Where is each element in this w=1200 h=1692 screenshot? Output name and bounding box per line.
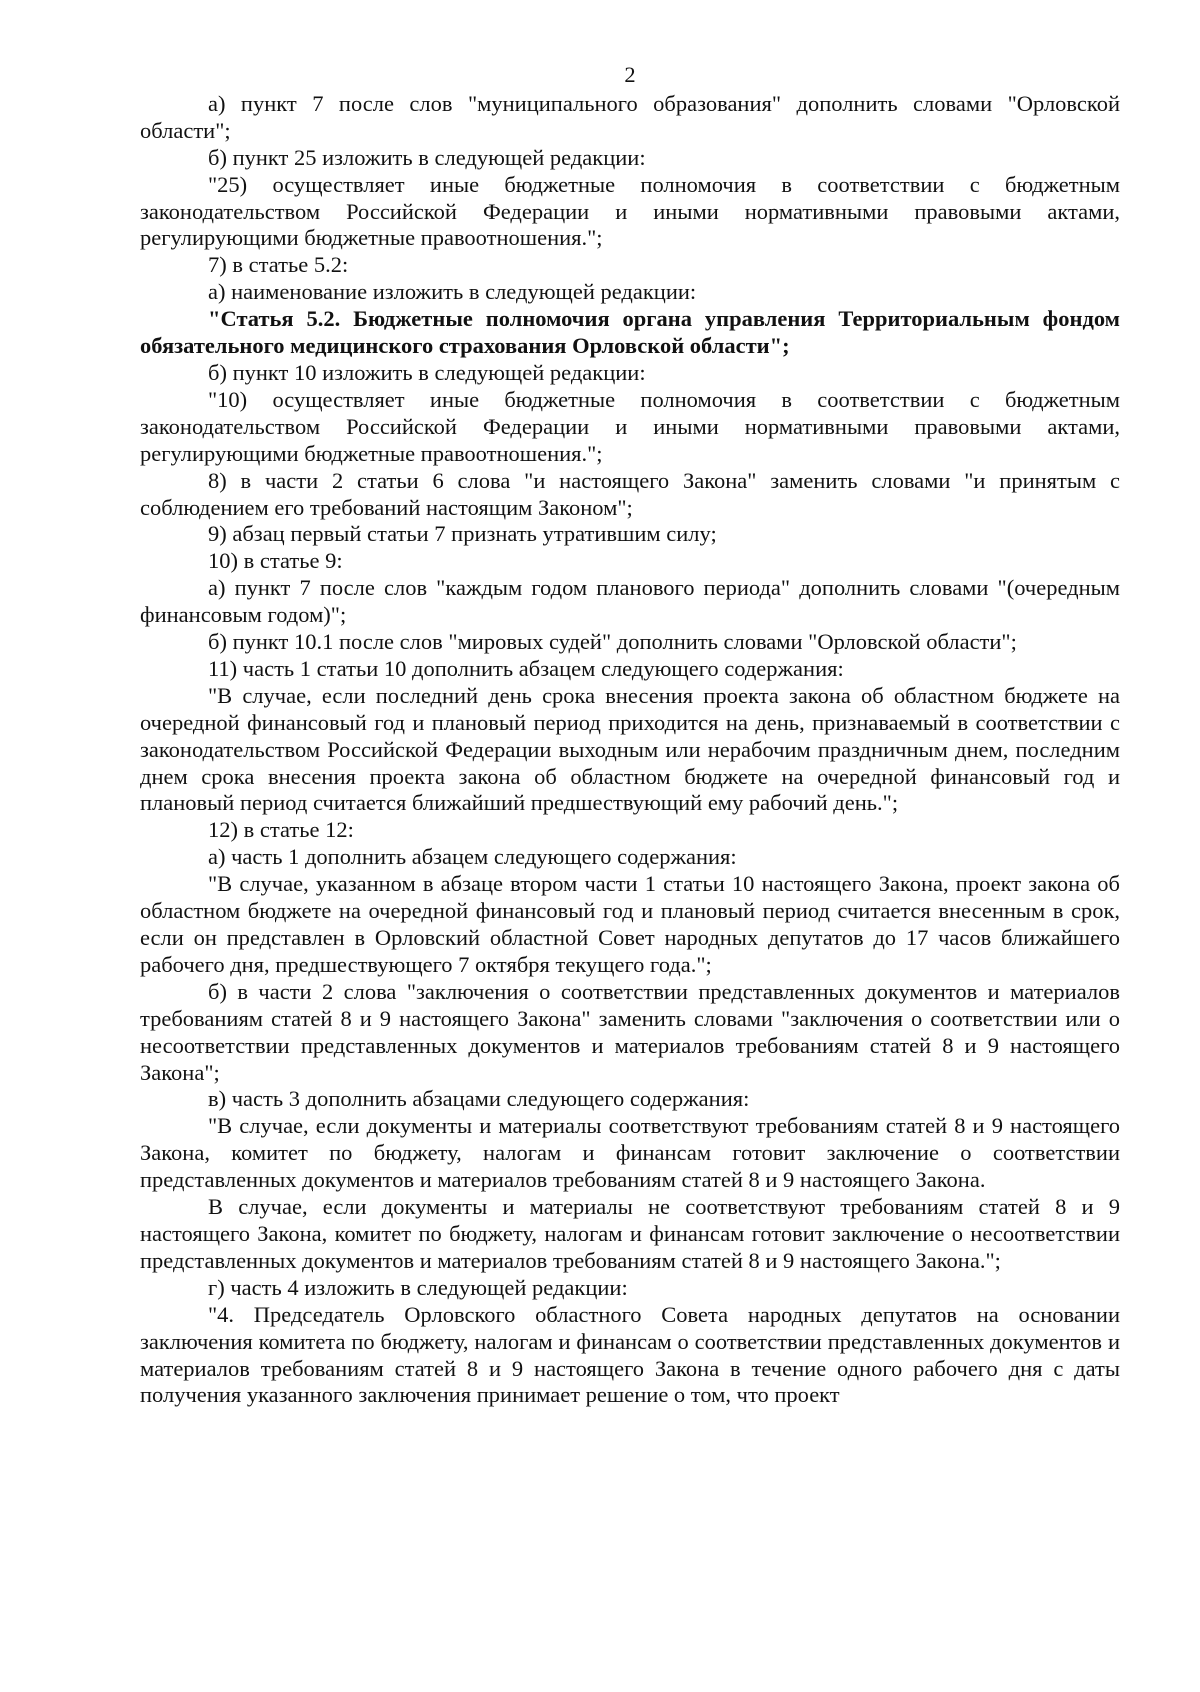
- paragraph: б) пункт 10.1 после слов "мировых судей" дополнить словами "Орловской области";: [208, 629, 1017, 655]
- paragraph: "В случае, если документы и материалы соответствуют требованиям статей 8 и 9 настоящего Закона, комитет по бюджету, налогам и финансам готовит заключение о соответствии представленных документов и материалов требованиям статей 8 и 9 настоящего Закона.: [140, 1113, 1120, 1193]
- paragraph: 10) в статье 9:: [208, 548, 343, 574]
- paragraph: б) пункт 25 изложить в следующей редакции:: [208, 144, 646, 170]
- paragraph: б) пункт 10 изложить в следующей редакции:: [208, 359, 646, 385]
- paragraph: 11) часть 1 статьи 10 дополнить абзацем следующего содержания:: [208, 655, 844, 681]
- document-body: [140, 91, 1120, 1409]
- paragraph: 7) в статье 5.2:: [208, 252, 349, 278]
- paragraph: 9) абзац первый статьи 7 признать утратившим силу;: [208, 521, 717, 547]
- paragraph: В случае, если документы и материалы не соответствуют требованиям статей 8 и 9 настоящего Закона, комитет по бюджету, налогам и финансам готовит заключение о несоответствии представленных документов и материалов требованиям статей 8 и 9 настоящего Закона.";: [140, 1194, 1120, 1273]
- page-number: 2: [624, 62, 636, 87]
- paragraph: а) часть 1 дополнить абзацем следующего содержания:: [208, 844, 737, 870]
- paragraph: "4. Председатель Орловского областного Совета народных депутатов на основании заключения комитета по бюджету, налогам и финансам о соответствии представленных документов и материалов требованиям статей 8 и 9 настоящего Закона в течение одного рабочего дня с даты получения указанного заключения принимает решение о том, что проект: [140, 1301, 1120, 1408]
- paragraph: 8) в части 2 статьи 6 слова "и настоящего Закона" заменить словами "и принятым с соблюдением его требований настоящим Законом";: [140, 467, 1120, 520]
- paragraph: а) пункт 7 после слов "муниципального образования" дополнить словами "Орловской области";: [140, 90, 1120, 143]
- paragraph: а) наименование изложить в следующей редакции:: [208, 279, 697, 305]
- paragraph: "10) осуществляет иные бюджетные полномочия в соответствии с бюджетным законодательством Российской Федерации и иными нормативными правовыми актами, регулирующими бюджетные правоотношения.";: [140, 386, 1120, 466]
- paragraph: "25) осуществляет иные бюджетные полномочия в соответствии с бюджетным законодательством Российской Федерации и иными нормативными правовыми актами, регулирующими бюджетные правоотношения.";: [140, 171, 1120, 251]
- paragraph: 12) в статье 12:: [208, 817, 354, 843]
- paragraph: г) часть 4 изложить в следующей редакции:: [208, 1274, 628, 1300]
- paragraph: а) пункт 7 после слов "каждым годом планового периода" дополнить словами "(очередным финансовым годом)";: [140, 575, 1120, 628]
- document-page: [140, 62, 1120, 1409]
- paragraph: в) часть 3 дополнить абзацами следующего содержания:: [208, 1086, 750, 1112]
- paragraph: "В случае, если последний день срока внесения проекта закона об областном бюджете на очередной финансовый год и плановый период приходится на день, признаваемый в соответствии с законодательством Российской Федерации выходным или нерабочим праздничным днем, последним днем срока внесения проекта закона об областном бюджете на очередной финансовый год и плановый период считается ближайший предшествующий ему рабочий день.";: [140, 682, 1120, 816]
- article-heading: "Статья 5.2. Бюджетные полномочия органа управления Территориальным фондом обязательного медицинского страхования Орловской области";: [140, 306, 1120, 359]
- paragraph: "В случае, указанном в абзаце втором части 1 статьи 10 настоящего Закона, проект закона об областном бюджете на очередной финансовый год и плановый период считается внесенным в срок, если он представлен в Орловский областной Совет народных депутатов до 17 часов ближайшего рабочего дня, предшествующего 7 октября текущего года.";: [140, 871, 1120, 977]
- paragraph: б) в части 2 слова "заключения о соответствии представленных документов и материалов требованиям статей 8 и 9 настоящего Закона" заменить словами "заключения о соответствии или о несоответствии представленных документов и материалов требованиям статей 8 и 9 настоящего Закона";: [140, 978, 1120, 1085]
